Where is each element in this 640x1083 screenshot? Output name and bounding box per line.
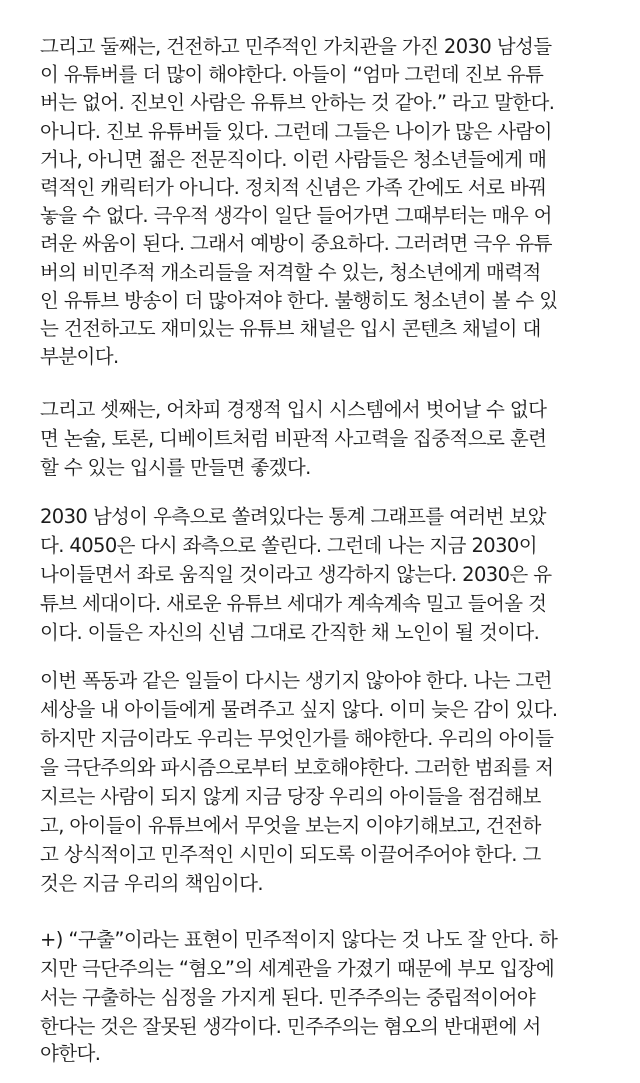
text-line: +) “구출”이라는 표현이 민주적이지 않다는 것 나도 잘 안다. 하 (40, 928, 558, 951)
text-line: 부분이다. (40, 345, 119, 369)
text-line: 서는 구출하는 심정을 가지게 된다. 민주주의는 중립적이어야 (40, 986, 536, 1009)
text-line: 버는 없어. 진보인 사람은 유튜브 안하는 것 같아.” 라고 말한다. (40, 91, 555, 115)
text-line: 나이들면서 좌로 움직일 것이라고 생각하지 않는다. 2030은 유 (40, 563, 552, 586)
text-line: 는 건전하고도 재미있는 유튜브 채널은 입시 콘텐츠 채널이 대 (40, 317, 541, 340)
text-line: 거나, 아니면 젊은 전문직이다. 이런 사람들은 청소년들에게 매 (40, 147, 547, 171)
text-line: 그리고 셋째는, 어차피 경쟁적 입시 시스템에서 벗어날 수 없다 (40, 398, 547, 421)
text-line: 인 유튜브 방송이 더 많아져야 한다. 불행히도 청소년이 볼 수 있 (40, 288, 558, 312)
text-line: 다. 4050은 다시 좌측으로 쏠린다. 그런데 나는 지금 2030이 (40, 534, 537, 557)
text-line: 지만 극단주의는 “혐오”의 세계관을 가졌기 때문에 부모 입장에 (40, 957, 555, 980)
text-line: 력적인 캐릭터가 아니다. 정치적 신념은 가족 간에도 서로 바꿔 (40, 176, 547, 199)
text-line: 려운 싸움이 된다. 그래서 예방이 중요하다. 그러려면 극우 유튜 (40, 232, 552, 256)
text-line: 그리고 둘째는, 건전하고 민주적인 가치관을 가진 2030 남성들 (40, 35, 552, 58)
text-line: 이번 폭동과 같은 일들이 다시는 생기지 않아야 한다. 나는 그런 (40, 669, 552, 692)
text-line: 야한다. (40, 1042, 101, 1065)
text-line: 이 유튜버를 더 많이 해야한다. 아들이 “엄마 그런데 진보 유튜 (40, 63, 544, 87)
text-line: 고, 아이들이 유튜브에서 무엇을 보는지 이야기해보고, 건전하 (40, 814, 541, 837)
text-line: 튜브 세대이다. 새로운 유튜브 세대가 계속계속 밀고 들어올 것 (40, 592, 547, 615)
text-line: 2030 남성이 우측으로 쏠려있다는 통계 그래프를 여러번 보았 (40, 505, 546, 528)
text-line: 것은 지금 우리의 책임이다. (40, 872, 264, 895)
text-line: 한다는 것은 잘못된 생각이다. 민주주의는 혐오의 반대편에 서 (40, 1015, 541, 1038)
text-line: 지르는 사람이 되지 않게 지금 당장 우리의 아이들을 점검해보 (40, 785, 541, 808)
text-line: 할 수 있는 입시를 만들면 좋겠다. (40, 456, 311, 479)
text-line: 아니다. 진보 유튜버들 있다. 그런데 그들은 나이가 많은 사람이 (40, 119, 552, 143)
text-line: 을 극단주의와 파시즘으로부터 보호해야한다. 그러한 범죄를 저 (40, 756, 554, 779)
text-line: 이다. 이들은 자신의 신념 그대로 간직한 채 노인이 될 것이다. (40, 621, 540, 644)
text-line: 고 상식적이고 민주적인 시민이 되도록 이끌어주어야 한다. 그 (40, 843, 541, 866)
text-line: 면 논술, 토론, 디베이트처럼 비판적 사고력을 집중적으로 훈련 (40, 427, 547, 450)
text-line: 세상을 내 아이들에게 물려주고 싶지 않다. 이미 늦은 감이 있다. (40, 698, 558, 721)
text-line: 버의 비민주적 개소리들을 저격할 수 있는, 청소년에게 매력적 (40, 260, 541, 284)
text-line: 하지만 지금이라도 우리는 무엇인가를 해야한다. 우리의 아이들 (40, 727, 554, 750)
text-line: 놓을 수 없다. 극우적 생각이 일단 들어가면 그때부터는 매우 어 (40, 204, 552, 228)
